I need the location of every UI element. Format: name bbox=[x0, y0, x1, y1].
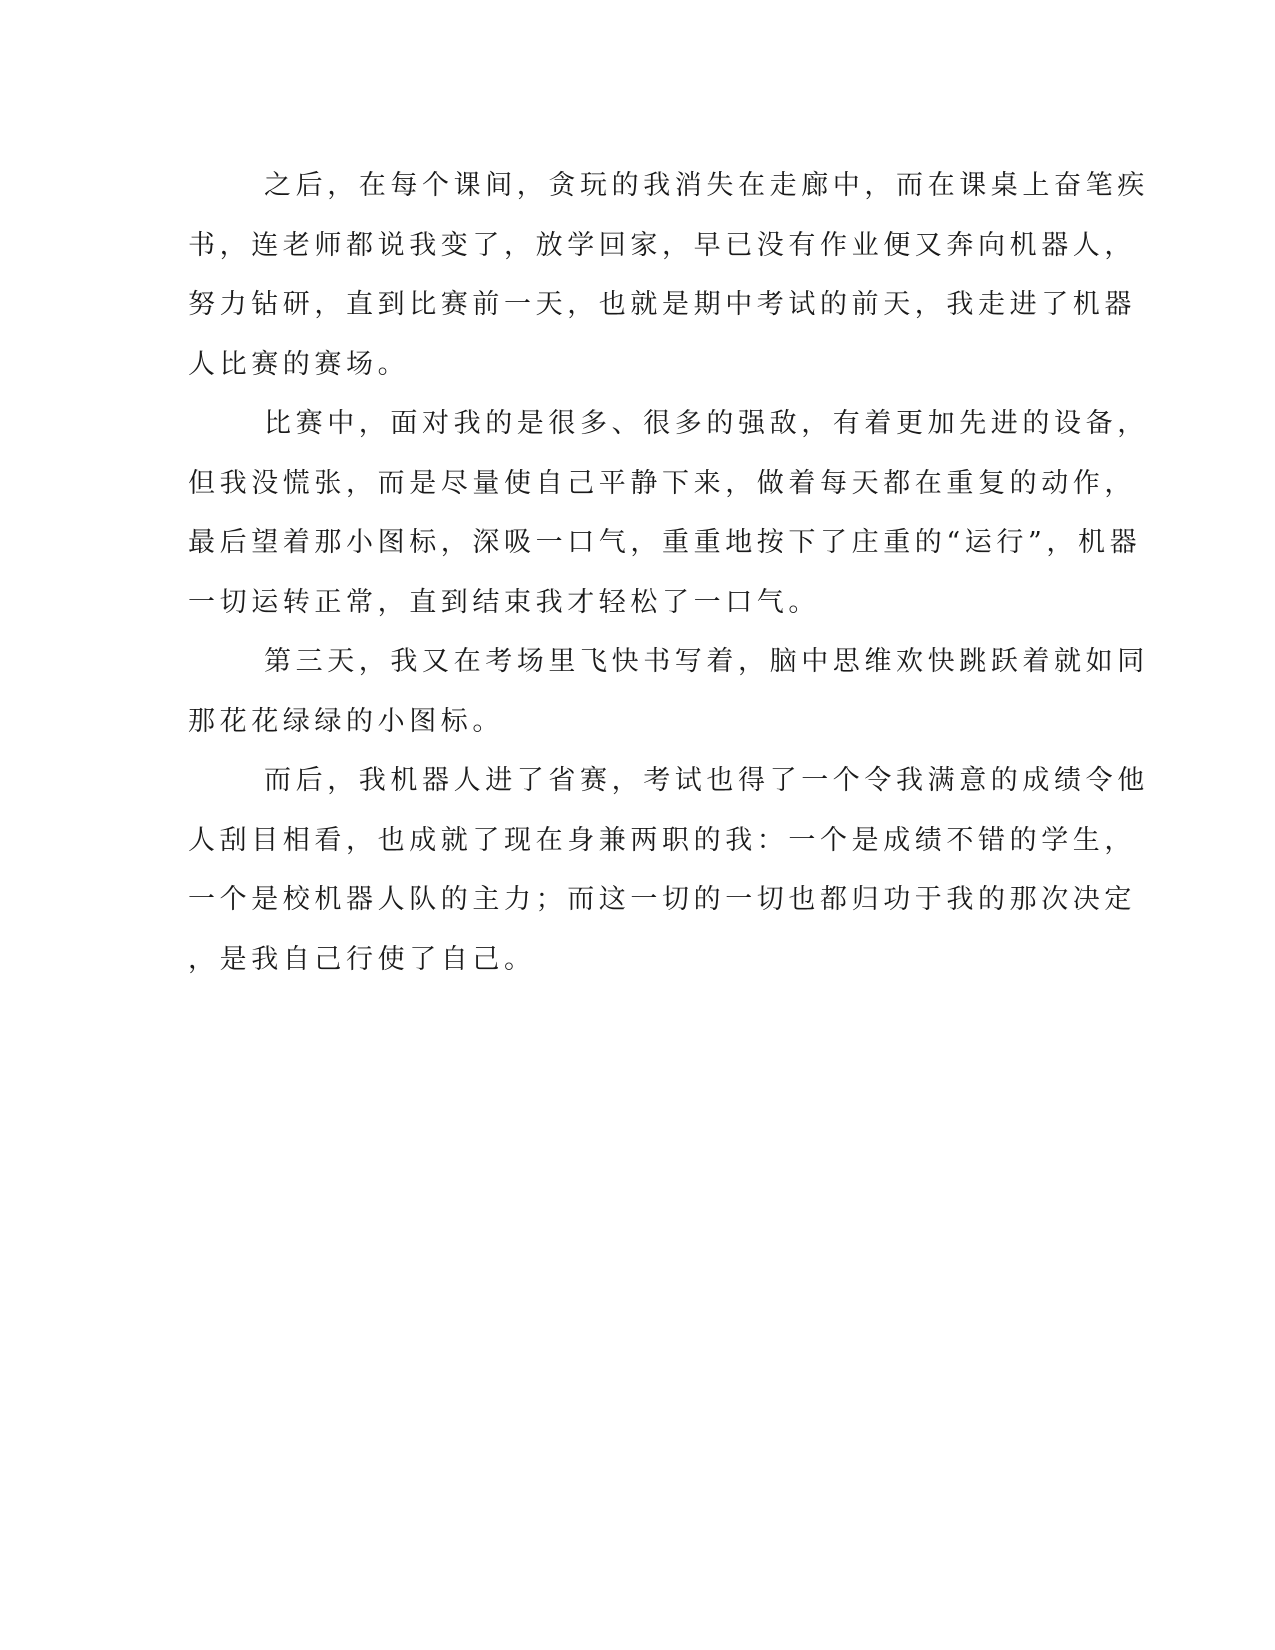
paragraph-line: 人刮目相看，也成就了现在身兼两职的我：一个是成绩不错的学生， bbox=[188, 824, 1136, 856]
paragraph-line: 但我没慌张，而是尽量使自己平静下来，做着每天都在重复的动作， bbox=[188, 467, 1136, 499]
paragraph-line: 之后，在每个课间，贪玩的我消失在走廊中，而在课桌上奋笔疾 bbox=[264, 170, 1149, 201]
paragraph-line: 努力钻研，直到比赛前一天，也就是期中考试的前天，我走进了机器 bbox=[188, 289, 1136, 320]
paragraph-line: 书，连老师都说我变了，放学回家，早已没有作业便又奔向机器人， bbox=[188, 229, 1136, 261]
paragraph-line: 那花花绿绿的小图标。 bbox=[188, 705, 504, 737]
paragraph bbox=[188, 166, 1149, 404]
paragraph-line: 第三天，我又在考场里飞快书写着，脑中思维欢快跳跃着就如同 bbox=[264, 646, 1149, 677]
paragraph-line: ，是我自己行使了自己。 bbox=[188, 943, 536, 975]
paragraph bbox=[188, 642, 1149, 761]
paragraph bbox=[188, 761, 1149, 999]
paragraph-line: 最后望着那小图标，深吸一口气，重重地按下了庄重的“运行”，机器 bbox=[188, 527, 1142, 558]
paragraph-line: 一切运转正常，直到结束我才轻松了一口气。 bbox=[188, 586, 820, 618]
paragraph-line: 而后，我机器人进了省赛，考试也得了一个令我满意的成绩令他 bbox=[264, 765, 1149, 796]
paragraph-line: 比赛中，面对我的是很多、很多的强敌，有着更加先进的设备， bbox=[264, 408, 1149, 439]
paragraph-line: 人比赛的赛场。 bbox=[188, 348, 410, 380]
document-body bbox=[188, 166, 1149, 999]
paragraph-line: 一个是校机器人队的主力；而这一切的一切也都归功于我的那次决定 bbox=[188, 884, 1136, 915]
paragraph bbox=[188, 404, 1149, 642]
